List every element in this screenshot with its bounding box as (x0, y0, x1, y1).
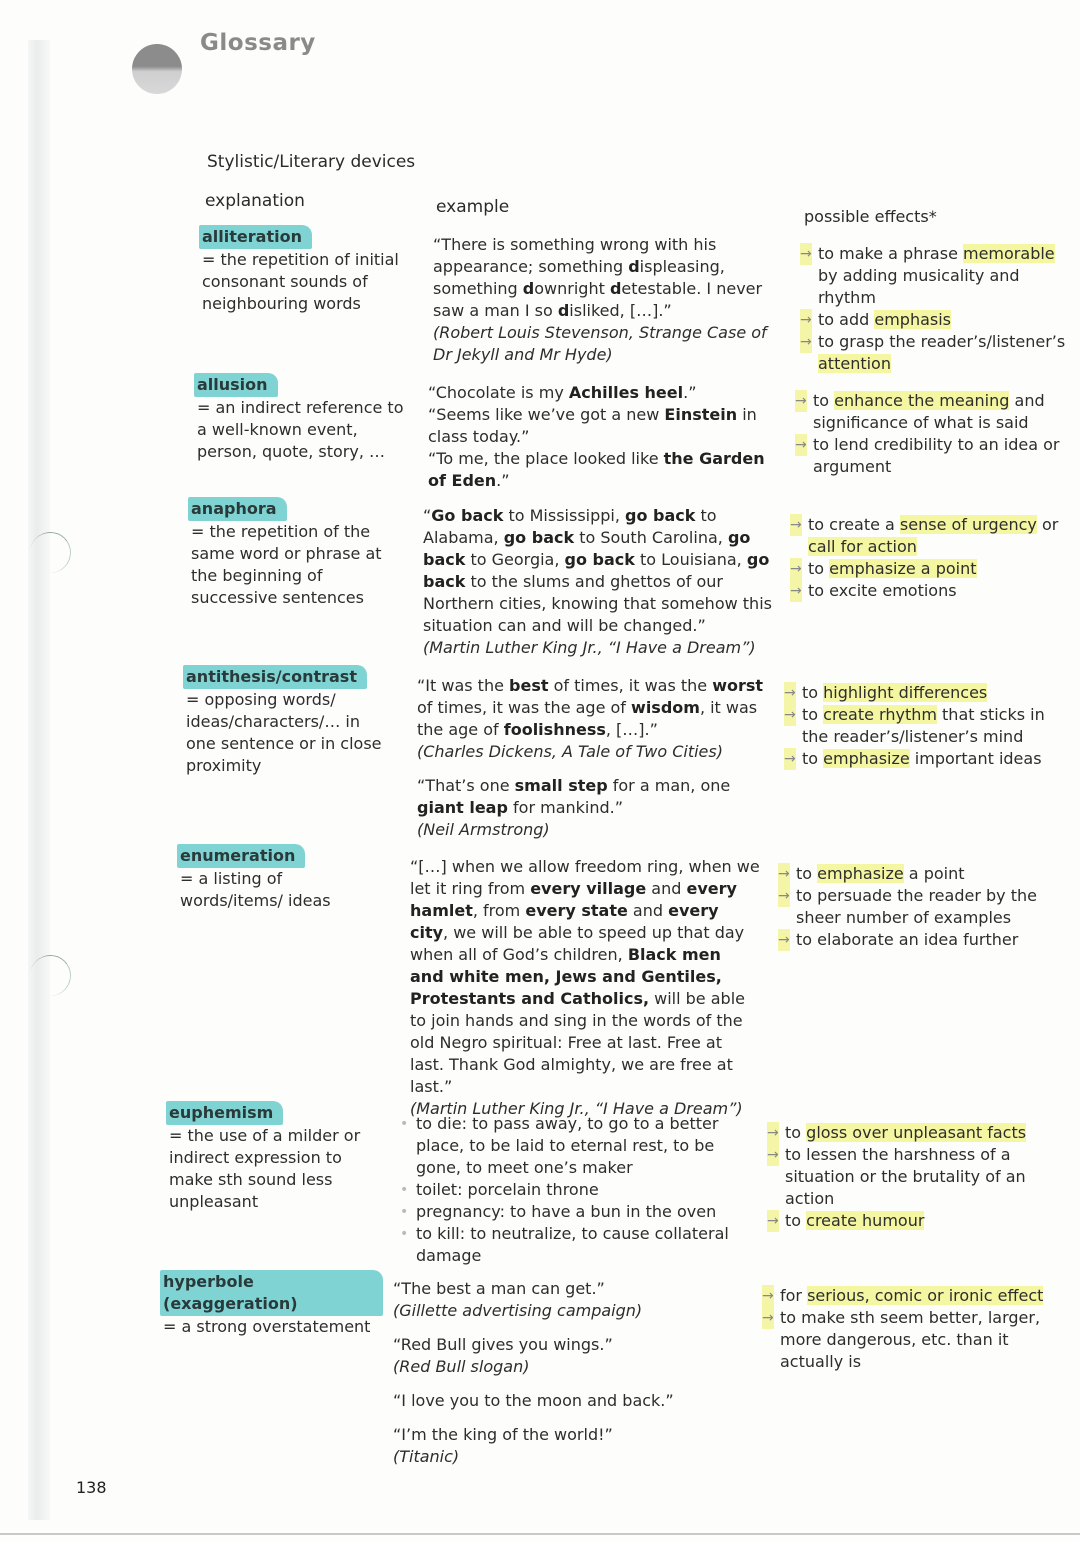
title-dot-icon (132, 44, 182, 94)
definition: = a listing of words/items/ ideas (180, 869, 331, 910)
effects-list: → to emphasize a point → to persuade the reader by the sheer number of examples → to elaborate an idea further (778, 864, 1037, 949)
example-quote: “I love you to the moon and back.” (393, 1391, 674, 1410)
example-source: (Robert Louis Stevenson, Strange Case of Dr Jekyll and Mr Hyde) (433, 323, 767, 364)
glossary-entry-anaphora (191, 497, 391, 609)
example-source: (Titanic) (393, 1447, 460, 1466)
definition: = the repetition of initial consonant sounds of neighbouring words (202, 250, 399, 313)
definition: = a strong overstatement (163, 1317, 371, 1336)
term: allusion (194, 373, 278, 397)
example: “It was the best of times, it was the worst of times, it was the age of wisdom, it was the age of foolishness, […].” (Charles Dickens, A Tale of Two Cities) “That’s one small step for a man, one giant leap for mankind.” (Neil Armstrong) (417, 675, 772, 841)
term: antithesis/contrast (183, 665, 367, 689)
term: anaphora (188, 497, 287, 521)
glossary-entry-enumeration (180, 844, 390, 912)
effects-list: → for serious, comic or ironic effect → to make sth seem better, larger, more dangerous, etc. than it actually is (762, 1286, 1044, 1371)
definition: = opposing words/ ideas/characters/… in one sentence or in close proximity (186, 690, 382, 775)
page-edge (0, 1533, 1080, 1535)
example-quote: “The best a man can get.” (393, 1279, 605, 1298)
example-list (398, 1113, 738, 1267)
glossary-entry-euphemism (169, 1101, 369, 1213)
example-source: (Red Bull slogan) (393, 1357, 530, 1376)
term: euphemism (166, 1101, 283, 1125)
example: “Chocolate is my Achilles heel.” “Seems like we’ve got a new Einstein in class today.” “To me, the place looked like the Garden of Eden.” (428, 383, 765, 490)
glossary-entry-allusion (197, 373, 412, 463)
example-quote: “Red Bull gives you wings.” (393, 1335, 613, 1354)
glossary-entry-hyperbole (163, 1270, 383, 1338)
list-item: • to kill: to neutralize, to cause collateral damage (398, 1223, 738, 1267)
example-source: (Gillette advertising campaign) (393, 1301, 643, 1320)
definition: = the use of a milder or indirect expression to make sth sound less unpleasant (169, 1126, 361, 1211)
example-quote: “I’m the king of the world!” (393, 1425, 613, 1444)
list-item: • pregnancy: to have a bun in the oven (398, 1201, 738, 1223)
term: alliteration (199, 225, 312, 249)
column-header-effects: possible effects* (804, 207, 937, 226)
example-source: (Neil Armstrong) (417, 820, 550, 839)
column-header-explanation: explanation (205, 191, 305, 211)
term: hyperbole (exaggeration) (160, 1270, 383, 1316)
effects-list: → to create a sense of urgency or call for action → to emphasize a point → to excite emotions (790, 515, 1059, 600)
list-item: • to die: to pass away, to go to a better place, to be laid to eternal rest, to be gone, to meet one’s maker (398, 1113, 738, 1179)
page-title: Glossary (200, 30, 316, 56)
column-header-example: example (436, 197, 510, 217)
effects-list: → to gloss over unpleasant facts → to lessen the harshness of a situation or the brutality of an action → to create humour (767, 1123, 1027, 1230)
list-item: • toilet: porcelain throne (398, 1179, 738, 1201)
binding-edge (28, 40, 50, 1520)
example-source: (Martin Luther King Jr., “I Have a Dream”) (410, 1099, 743, 1118)
example-source: (Martin Luther King Jr., “I Have a Dream”) (423, 638, 756, 657)
page-number: 138 (76, 1478, 107, 1497)
effects-list: → to enhance the meaning and significance of what is said → to lend credibility to an idea or argument (795, 391, 1060, 476)
definition: = an indirect reference to a well-known event, person, quote, story, … (197, 398, 404, 461)
example: “There is something wrong with his appearance; something displeasing, something downright detestable. I never saw a man I so disliked, […].” (Robert Louis Stevenson, Strange Case of Dr Jekyll and Mr Hyde) (433, 234, 783, 366)
effects-list: → to make a phrase memorable by adding musicality and rhythm → to add emphasis → to grasp the reader’s/listener’s attention (800, 244, 1066, 373)
glossary-entry-antithesis (186, 665, 386, 777)
example-list (393, 1278, 733, 1468)
example: “[…] when we allow freedom ring, when we let it ring from every village and every hamlet, from every state and every city, we will be able to speed up that day when all of God’s children, Black men and white men, Jews and Gentiles, Protestants and Catholics, will be able to join hands and sing in the words of the old Negro spiritual: Free at last. Free at last. Thank God almighty, we are free at last.” (Martin Luther King Jr., “I Have a Dream”) (410, 857, 760, 1118)
definition: = the repetition of the same word or phrase at the beginning of successive sentences (191, 522, 382, 607)
example: “Go back to Mississippi, go back to Alabama, go back to South Carolina, go back to Georgia, go back to Louisiana, go back to the slums and ghettos of our Northern cities, knowing that somehow this situation can and will be changed.” (Martin Luther King Jr., “I Have a Dream”) (423, 506, 772, 657)
term: enumeration (177, 844, 305, 868)
example-source: (Charles Dickens, A Tale of Two Cities) (417, 742, 723, 761)
glossary-entry-alliteration (202, 225, 402, 315)
section-heading: Stylistic/Literary devices (207, 152, 416, 172)
effects-list: → to highlight differences → to create rhythm that sticks in the reader’s/listener’s mind → to emphasize important ideas (784, 683, 1045, 768)
